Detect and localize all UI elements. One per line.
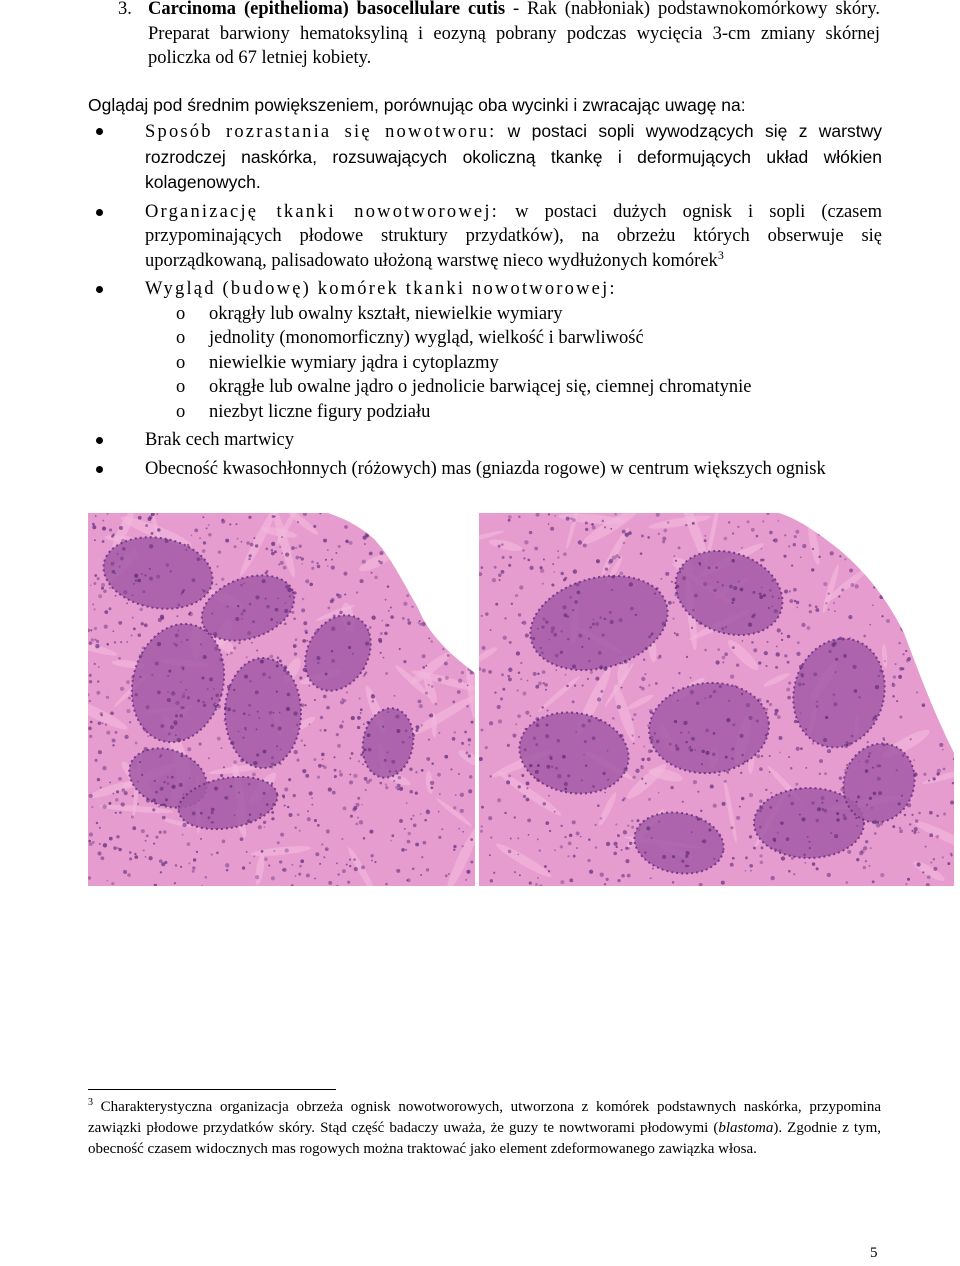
bullet-text: Brak cech martwicy	[145, 430, 294, 450]
micrograph-low-magnification	[88, 513, 475, 886]
sub-item	[145, 351, 882, 376]
bullet-item-keratin	[96, 457, 882, 482]
micrograph-left-image	[88, 513, 475, 886]
bullet-icon	[96, 128, 103, 135]
bullet-item-growth	[96, 119, 882, 196]
bullet-icon	[96, 209, 103, 216]
section-title: Carcinoma (epithelioma) basocellulare cutis	[148, 0, 506, 19]
micrograph-pair	[88, 513, 954, 886]
circle-bullet-icon: o	[176, 328, 186, 348]
sub-item-text: niezbyt liczne figury podziału	[209, 401, 431, 422]
bullet-label: Organizację tkanki nowotworowej:	[145, 201, 499, 222]
sub-item-text: okrągły lub owalny kształt, niewielkie wymiary	[209, 303, 563, 324]
circle-bullet-icon: o	[176, 377, 186, 397]
section-dash: -	[512, 0, 520, 19]
footnote-reference: 3	[717, 247, 724, 262]
bullet-list	[96, 119, 882, 485]
footnote-number: 3	[88, 1097, 93, 1108]
bullet-label: Wygląd (budowę) komórek tkanki nowotworowej:	[145, 279, 617, 299]
footnote-italic: blastoma	[718, 1120, 774, 1136]
bullet-text: w postaci dużych ognisk i sopli (czasem przypominających płodowe struktury przydatków), na obrzeżu których obserwuje się uporządkowaną, palisadowato ułożoną warstwę nieco wydłużonych komórek	[145, 201, 882, 271]
footnote-text-after: ). Zgodnie z tym, obecność czasem widocznych mas rogowych można traktować jako element zdeformowanego zawiązka włosa.	[88, 1120, 881, 1157]
bullet-item-necrosis	[96, 428, 882, 453]
bullet-icon	[96, 437, 103, 444]
sub-item	[145, 375, 882, 400]
sub-item	[145, 326, 882, 351]
intro-text: Oglądaj pod średnim powiększeniem, porównując oba wycinki i zwracając uwagę na:	[88, 95, 746, 115]
sub-item	[145, 302, 882, 327]
sub-item	[145, 400, 882, 425]
footnote-divider	[88, 1089, 336, 1090]
sub-item-text: niewielkie wymiary jądra i cytoplazmy	[209, 352, 499, 373]
sub-item-text: jednolity (monomorficzny) wygląd, wielkość i barwliwość	[209, 328, 644, 348]
section-heading	[118, 0, 880, 71]
bullet-icon	[96, 466, 103, 473]
page-number: 5	[870, 1245, 878, 1261]
section-description: Preparat barwiony hematoksyliną i eozyną pobrany podczas wycięcia 3-cm zmiany skórnej policzka od 67 letniej kobiety.	[148, 23, 880, 68]
bullet-text: Obecność kwasochłonnych (różowych) mas (gniazda rogowe) w centrum większych ognisk	[145, 458, 826, 479]
section-number: 3.	[118, 0, 132, 19]
section-body	[148, 0, 880, 71]
sub-list	[145, 302, 882, 425]
footnote-text: Charakterystyczna organizacja obrzeża ognisk nowotworowych, utworzona z komórek podstawnych naskórka, przypomina zawiązki płodowe przydatków skóry. Stąd część badaczy uważa, że guzy te nowtworami płodowymi (	[88, 1099, 881, 1136]
bullet-text: w postaci sopli wywodzących się z warstwy rozrodczej naskórka, rozsuwających okoliczną tkankę i deformujących układ włókien kolagenowych.	[145, 121, 882, 192]
micrograph-right-image	[479, 513, 954, 886]
bullet-item-cell-appearance	[96, 277, 882, 424]
circle-bullet-icon: o	[176, 303, 186, 324]
circle-bullet-icon: o	[176, 401, 186, 422]
bullet-label: Sposób rozrastania się nowotworu:	[145, 122, 497, 142]
bullet-icon	[96, 286, 103, 293]
circle-bullet-icon: o	[176, 352, 186, 373]
section-translation: Rak (nabłoniak) podstawnokomórkowy skóry.	[527, 0, 881, 19]
bullet-item-organization	[96, 200, 882, 274]
sub-item-text: okrągłe lub owalne jądro o jednolicie barwiącej się, ciemnej chromatynie	[209, 377, 752, 397]
micrograph-high-magnification	[479, 513, 954, 886]
footnote	[88, 1097, 881, 1160]
